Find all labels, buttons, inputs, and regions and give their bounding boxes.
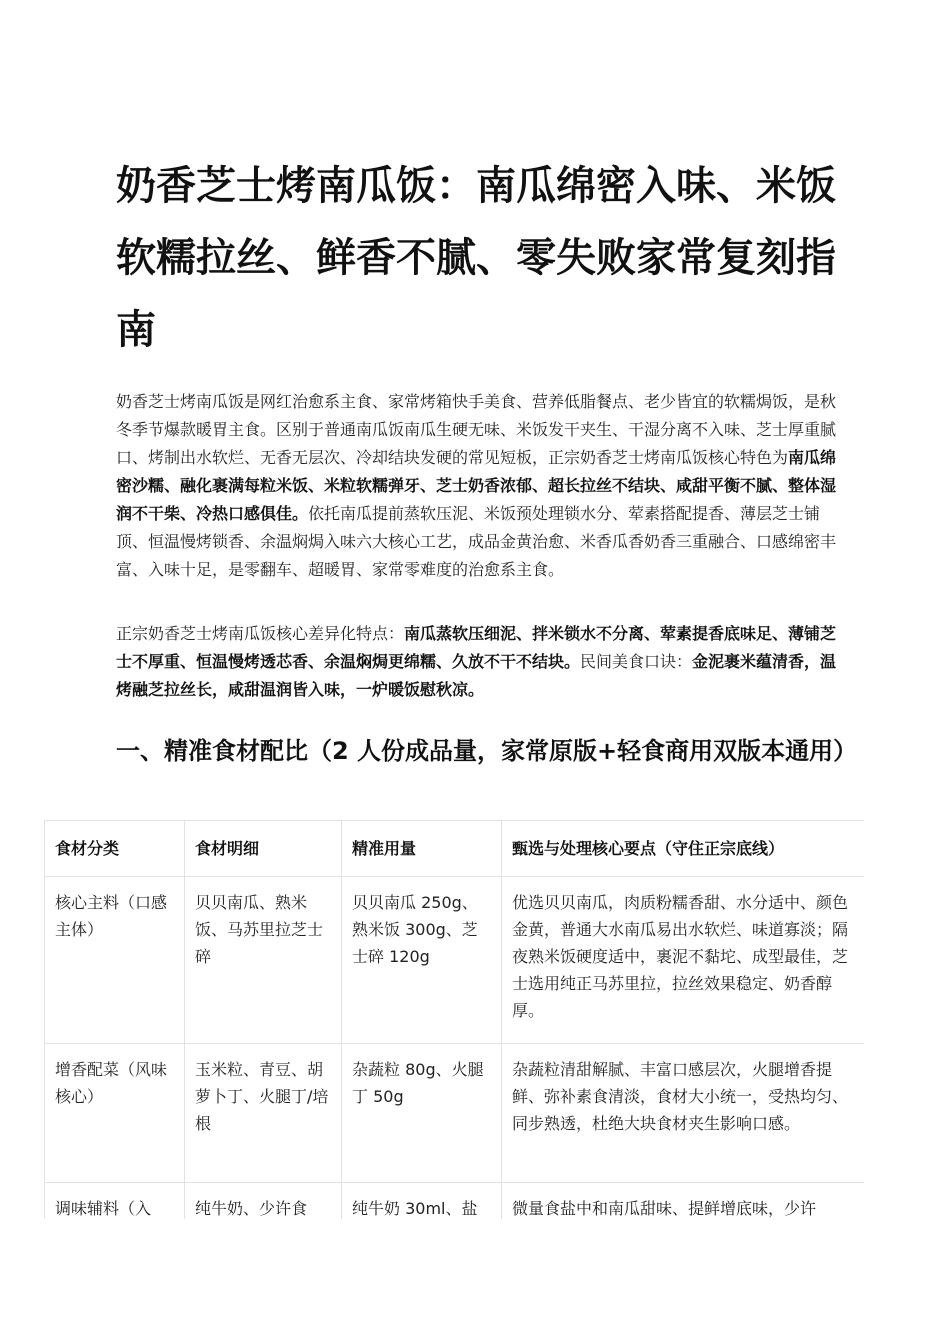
table-row xyxy=(45,1044,865,1183)
cell-category: 调味辅料（入 xyxy=(45,1183,185,1220)
emphasis-text: 南瓜蒸软压细泥、拌米锁水不分离、荤素提香底味足、薄铺芝士不厚重、恒温慢烤透芯香、余温焖焗更绵糯、久放不干不结块。 xyxy=(116,624,837,671)
body-text: 民间美食口诀： xyxy=(580,652,693,671)
cell-items: 玉米粒、青豆、胡萝卜丁、火腿丁/培根 xyxy=(185,1044,342,1183)
cell-category: 增香配菜（风味核心） xyxy=(45,1044,185,1183)
body-text: 依托南瓜提前蒸软压泥、米饭预处理锁水分、荤素搭配提香、薄层芝士铺顶、恒温慢烤锁香、余温焖焗入味六大核心工艺，成品金黄治愈、米香瓜香奶香三重融合、口感绵密丰富、入味十足，是零翻车、超暖胃、家常零难度的治愈系主食。 xyxy=(116,504,837,579)
intro-paragraph-2 xyxy=(116,620,844,704)
table-row xyxy=(45,1183,865,1220)
cell-notes: 优选贝贝南瓜，肉质粉糯香甜、水分适中、颜色金黄，普通大水南瓜易出水软烂、味道寡淡；隔夜熟米饭硬度适中，裹泥不黏坨、成型最佳，芝士选用纯正马苏里拉，拉丝效果稳定、奶香醇厚。 xyxy=(502,877,865,1044)
intro-paragraph-1 xyxy=(116,388,844,584)
cell-notes: 微量食盐中和南瓜甜味、提鲜增底味，少许 xyxy=(502,1183,865,1220)
header-items: 食材明细 xyxy=(185,821,342,877)
emphasis-text: 金泥裹米蕴清香，温烤融芝拉丝长，咸甜温润皆入味，一炉暖饭慰秋凉。 xyxy=(116,652,837,699)
header-category: 食材分类 xyxy=(45,821,185,877)
cell-items: 纯牛奶、少许食 xyxy=(185,1183,342,1220)
table-row xyxy=(45,877,865,1044)
ingredients-table xyxy=(44,820,864,1219)
cell-amount: 纯牛奶 30ml、盐 xyxy=(342,1183,502,1220)
emphasis-text: 南瓜绵密沙糯、融化裹满每粒米饭、米粒软糯弹牙、芝士奶香浓郁、超长拉丝不结块、咸甜平衡不腻、整体湿润不干柴、冷热口感俱佳。 xyxy=(116,448,837,523)
header-notes: 甄选与处理核心要点（守住正宗底线） xyxy=(502,821,865,877)
section-heading-ingredients: 一、精准食材配比（2 人份成品量，家常原版+轻食商用双版本通用） xyxy=(116,737,858,765)
body-text: 奶香芝士烤南瓜饭是网红治愈系主食、家常烤箱快手美食、营养低脂餐点、老少皆宜的软糯焗饭，是秋冬季节爆款暖胃主食。区别于普通南瓜饭南瓜生硬无味、米饭发干夹生、干湿分离不入味、芝士厚重腻口、烤制出水软烂、无香无层次、冷却结块发硬的常见短板，正宗奶香芝士烤南瓜饭核心特色为 xyxy=(116,392,837,467)
cell-amount: 杂蔬粒 80g、火腿丁 50g xyxy=(342,1044,502,1183)
table-header-row xyxy=(45,821,865,877)
cell-items: 贝贝南瓜、熟米饭、马苏里拉芝士碎 xyxy=(185,877,342,1044)
ingredients-table-wrapper xyxy=(44,820,864,1219)
body-text: 正宗奶香芝士烤南瓜饭核心差异化特点： xyxy=(116,624,405,643)
cell-category: 核心主料（口感主体） xyxy=(45,877,185,1044)
cell-amount: 贝贝南瓜 250g、熟米饭 300g、芝士碎 120g xyxy=(342,877,502,1044)
page-title: 奶香芝士烤南瓜饭：南瓜绵密入味、米饭软糯拉丝、鲜香不腻、零失败家常复刻指南 xyxy=(116,163,836,353)
header-amount: 精准用量 xyxy=(342,821,502,877)
cell-notes: 杂蔬粒清甜解腻、丰富口感层次，火腿增香提鲜、弥补素食清淡，食材大小统一，受热均匀、同步熟透，杜绝大块食材夹生影响口感。 xyxy=(502,1044,865,1183)
